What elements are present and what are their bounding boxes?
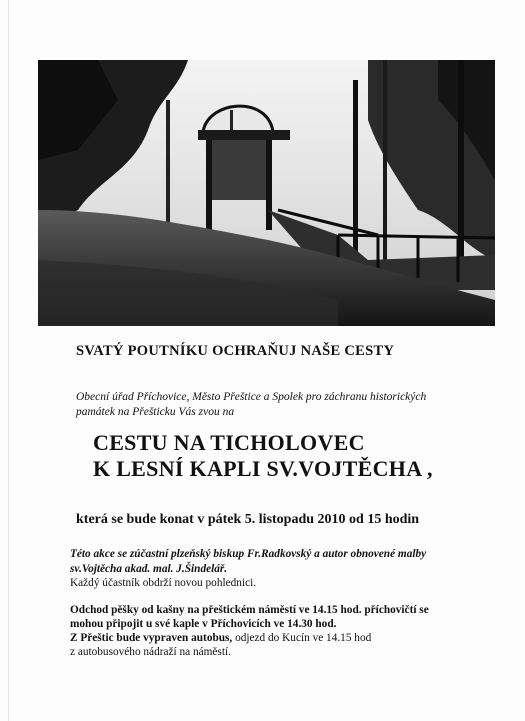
guests-line-2: sv.Vojtěcha akad. mal. J.Šindelář. <box>70 562 228 575</box>
guests-line-1: Této akce se zúčastní plzeňský biskup Fr.Radkovský a autor obnovené malby <box>70 548 427 560</box>
guests-paragraph <box>70 547 510 591</box>
departure-line-3 <box>70 631 510 645</box>
invitation-line-2: památek na Přešticku Vás zvou na <box>76 406 235 418</box>
departure-line-1: Odchod pěšky od kašny na přeštickém náměstí ve 14.15 hod. příchovičtí se <box>70 604 429 616</box>
page-edge <box>8 0 9 721</box>
invitation-line-1: Obecní úřad Příchovice, Město Přeštice a Spolek pro záchranu historických <box>76 391 427 403</box>
invitation-text <box>76 390 496 420</box>
bus-departure: odjezd do Kucín ve 14.15 hod <box>232 632 372 644</box>
event-title <box>93 430 513 482</box>
departure-line-4: z autobusového nádraží na náměstí. <box>70 646 231 658</box>
guests-line-3: Každý účastník obdrží novou pohlednici. <box>70 577 257 589</box>
event-time: která se bude konat v pátek 5. listopadu 2010 od 15 hodin <box>76 512 420 527</box>
chapel-photo <box>38 60 495 326</box>
chapel-photo-graphic <box>38 60 495 326</box>
bus-announcement: Z Přeštic bude vypraven autobus, <box>70 632 233 644</box>
event-title-line-2: K LESNÍ KAPLI SV.VOJTĚCHA , <box>93 456 433 481</box>
departure-line-2: mohou připojit u své kaple v Příchovicích ve 14.30 hod. <box>70 618 337 630</box>
page-heading: SVATÝ POUTNÍKU OCHRAŇUJ NAŠE CESTY <box>76 343 395 359</box>
event-title-line-1: CESTU NA TICHOLOVEC <box>93 430 365 455</box>
departure-paragraph <box>70 603 510 659</box>
